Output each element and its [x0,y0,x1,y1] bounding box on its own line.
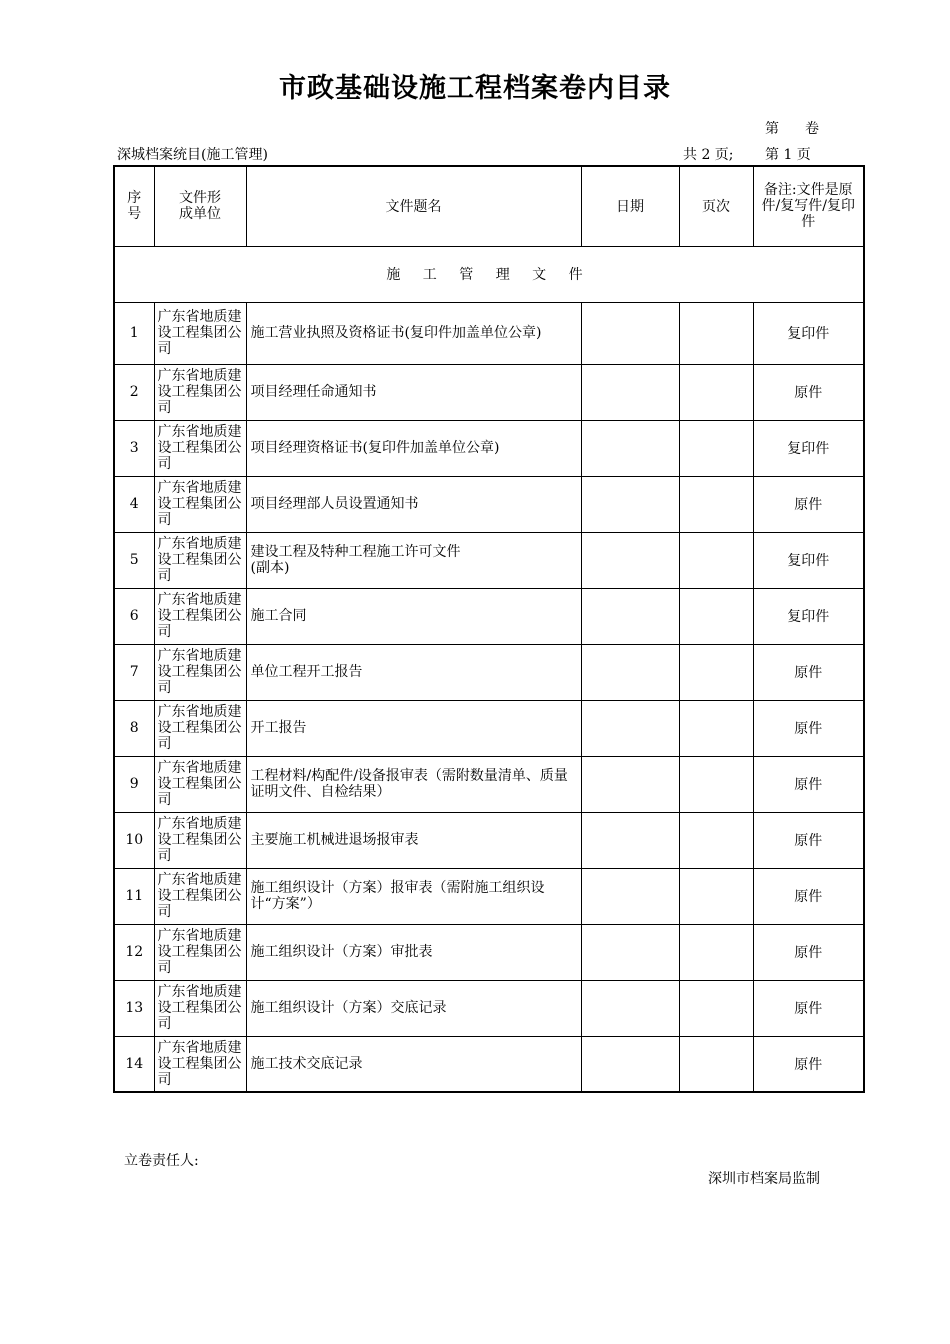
row-note: 原件 [753,924,864,980]
row-title: 开工报告 [246,700,581,756]
directory-table [113,165,865,1093]
section-row [114,246,864,302]
row-date [581,700,679,756]
header-date: 日期 [581,166,679,246]
row-note: 原件 [753,644,864,700]
table-row [114,420,864,476]
row-title: 单位工程开工报告 [246,644,581,700]
row-date [581,588,679,644]
row-title: 建设工程及特种工程施工许可文件 (副本) [246,532,581,588]
table-row [114,364,864,420]
row-unit: 广东省地质建设工程集团公司 [154,980,246,1036]
row-note: 原件 [753,476,864,532]
row-number: 7 [114,644,154,700]
row-date [581,868,679,924]
row-note: 复印件 [753,532,864,588]
row-unit: 广东省地质建设工程集团公司 [154,532,246,588]
row-title: 项目经理任命通知书 [246,364,581,420]
row-title: 施工合同 [246,588,581,644]
row-title: 主要施工机械进退场报审表 [246,812,581,868]
table-header-row [114,166,864,246]
row-note: 复印件 [753,588,864,644]
table-row [114,476,864,532]
table-row [114,1036,864,1092]
row-number: 4 [114,476,154,532]
table-row [114,588,864,644]
row-number: 13 [114,980,154,1036]
row-page [679,364,753,420]
row-title: 施工组织设计（方案）交底记录 [246,980,581,1036]
total-pages: 共 2 页; [683,147,734,163]
row-title: 施工技术交底记录 [246,1036,581,1092]
row-title: 施工营业执照及资格证书(复印件加盖单位公章) [246,302,581,364]
row-unit: 广东省地质建设工程集团公司 [154,364,246,420]
row-note: 复印件 [753,302,864,364]
row-date [581,476,679,532]
row-page [679,476,753,532]
section-title: 施 工 管 理 文 件 [114,246,864,302]
row-unit: 广东省地质建设工程集团公司 [154,756,246,812]
responsible-person-label: 立卷责任人: [124,1153,199,1169]
header-doc-title: 文件题名 [246,166,581,246]
row-date [581,980,679,1036]
row-date [581,812,679,868]
row-number: 9 [114,756,154,812]
row-title: 施工组织设计（方案）报审表（需附施工组织设计“方案”） [246,868,581,924]
table-row [114,756,864,812]
row-note: 原件 [753,868,864,924]
row-unit: 广东省地质建设工程集团公司 [154,868,246,924]
row-number: 10 [114,812,154,868]
row-number: 14 [114,1036,154,1092]
row-number: 5 [114,532,154,588]
row-page [679,588,753,644]
row-date [581,302,679,364]
table-row [114,868,864,924]
volume-juan-label: 卷 [805,121,819,137]
row-unit: 广东省地质建设工程集团公司 [154,700,246,756]
row-title: 工程材料/构配件/设备报审表（需附数量清单、质量证明文件、自检结果） [246,756,581,812]
row-page [679,700,753,756]
row-unit: 广东省地质建设工程集团公司 [154,644,246,700]
row-page [679,302,753,364]
row-unit: 广东省地质建设工程集团公司 [154,812,246,868]
row-unit: 广东省地质建设工程集团公司 [154,588,246,644]
row-unit: 广东省地质建设工程集团公司 [154,420,246,476]
row-number: 2 [114,364,154,420]
row-date [581,420,679,476]
row-unit: 广东省地质建设工程集团公司 [154,1036,246,1092]
row-unit: 广东省地质建设工程集团公司 [154,476,246,532]
table-row [114,812,864,868]
catalog-label: 深城档案统目(施工管理) [117,147,268,163]
table-row [114,532,864,588]
row-number: 11 [114,868,154,924]
table-row [114,924,864,980]
row-page [679,812,753,868]
current-page: 第 1 页 [765,147,811,163]
table-row [114,700,864,756]
row-page [679,1036,753,1092]
row-number: 12 [114,924,154,980]
row-page [679,980,753,1036]
header-page: 页次 [679,166,753,246]
row-note: 原件 [753,700,864,756]
row-number: 3 [114,420,154,476]
row-page [679,532,753,588]
table-row [114,980,864,1036]
header-note: 备注:文件是原件/复写件/复印件 [753,166,864,246]
row-title: 项目经理部人员设置通知书 [246,476,581,532]
row-number: 1 [114,302,154,364]
table-row [114,302,864,364]
row-note: 原件 [753,1036,864,1092]
header-seq: 序号 [114,166,154,246]
row-date [581,644,679,700]
header-unit: 文件形成单位 [154,166,246,246]
supervisor-label: 深圳市档案局监制 [708,1171,820,1187]
row-title: 施工组织设计（方案）审批表 [246,924,581,980]
row-unit: 广东省地质建设工程集团公司 [154,302,246,364]
row-number: 6 [114,588,154,644]
row-note: 原件 [753,812,864,868]
row-page [679,756,753,812]
row-page [679,644,753,700]
volume-di-label: 第 [765,121,779,137]
row-date [581,924,679,980]
row-page [679,924,753,980]
row-date [581,532,679,588]
page-title: 市政基础设施工程档案卷内目录 [279,73,671,104]
row-date [581,1036,679,1092]
row-note: 原件 [753,364,864,420]
row-date [581,756,679,812]
row-page [679,868,753,924]
row-note: 复印件 [753,420,864,476]
row-date [581,364,679,420]
row-number: 8 [114,700,154,756]
table-row [114,644,864,700]
row-note: 原件 [753,980,864,1036]
row-note: 原件 [753,756,864,812]
row-page [679,420,753,476]
row-unit: 广东省地质建设工程集团公司 [154,924,246,980]
row-title: 项目经理资格证书(复印件加盖单位公章) [246,420,581,476]
